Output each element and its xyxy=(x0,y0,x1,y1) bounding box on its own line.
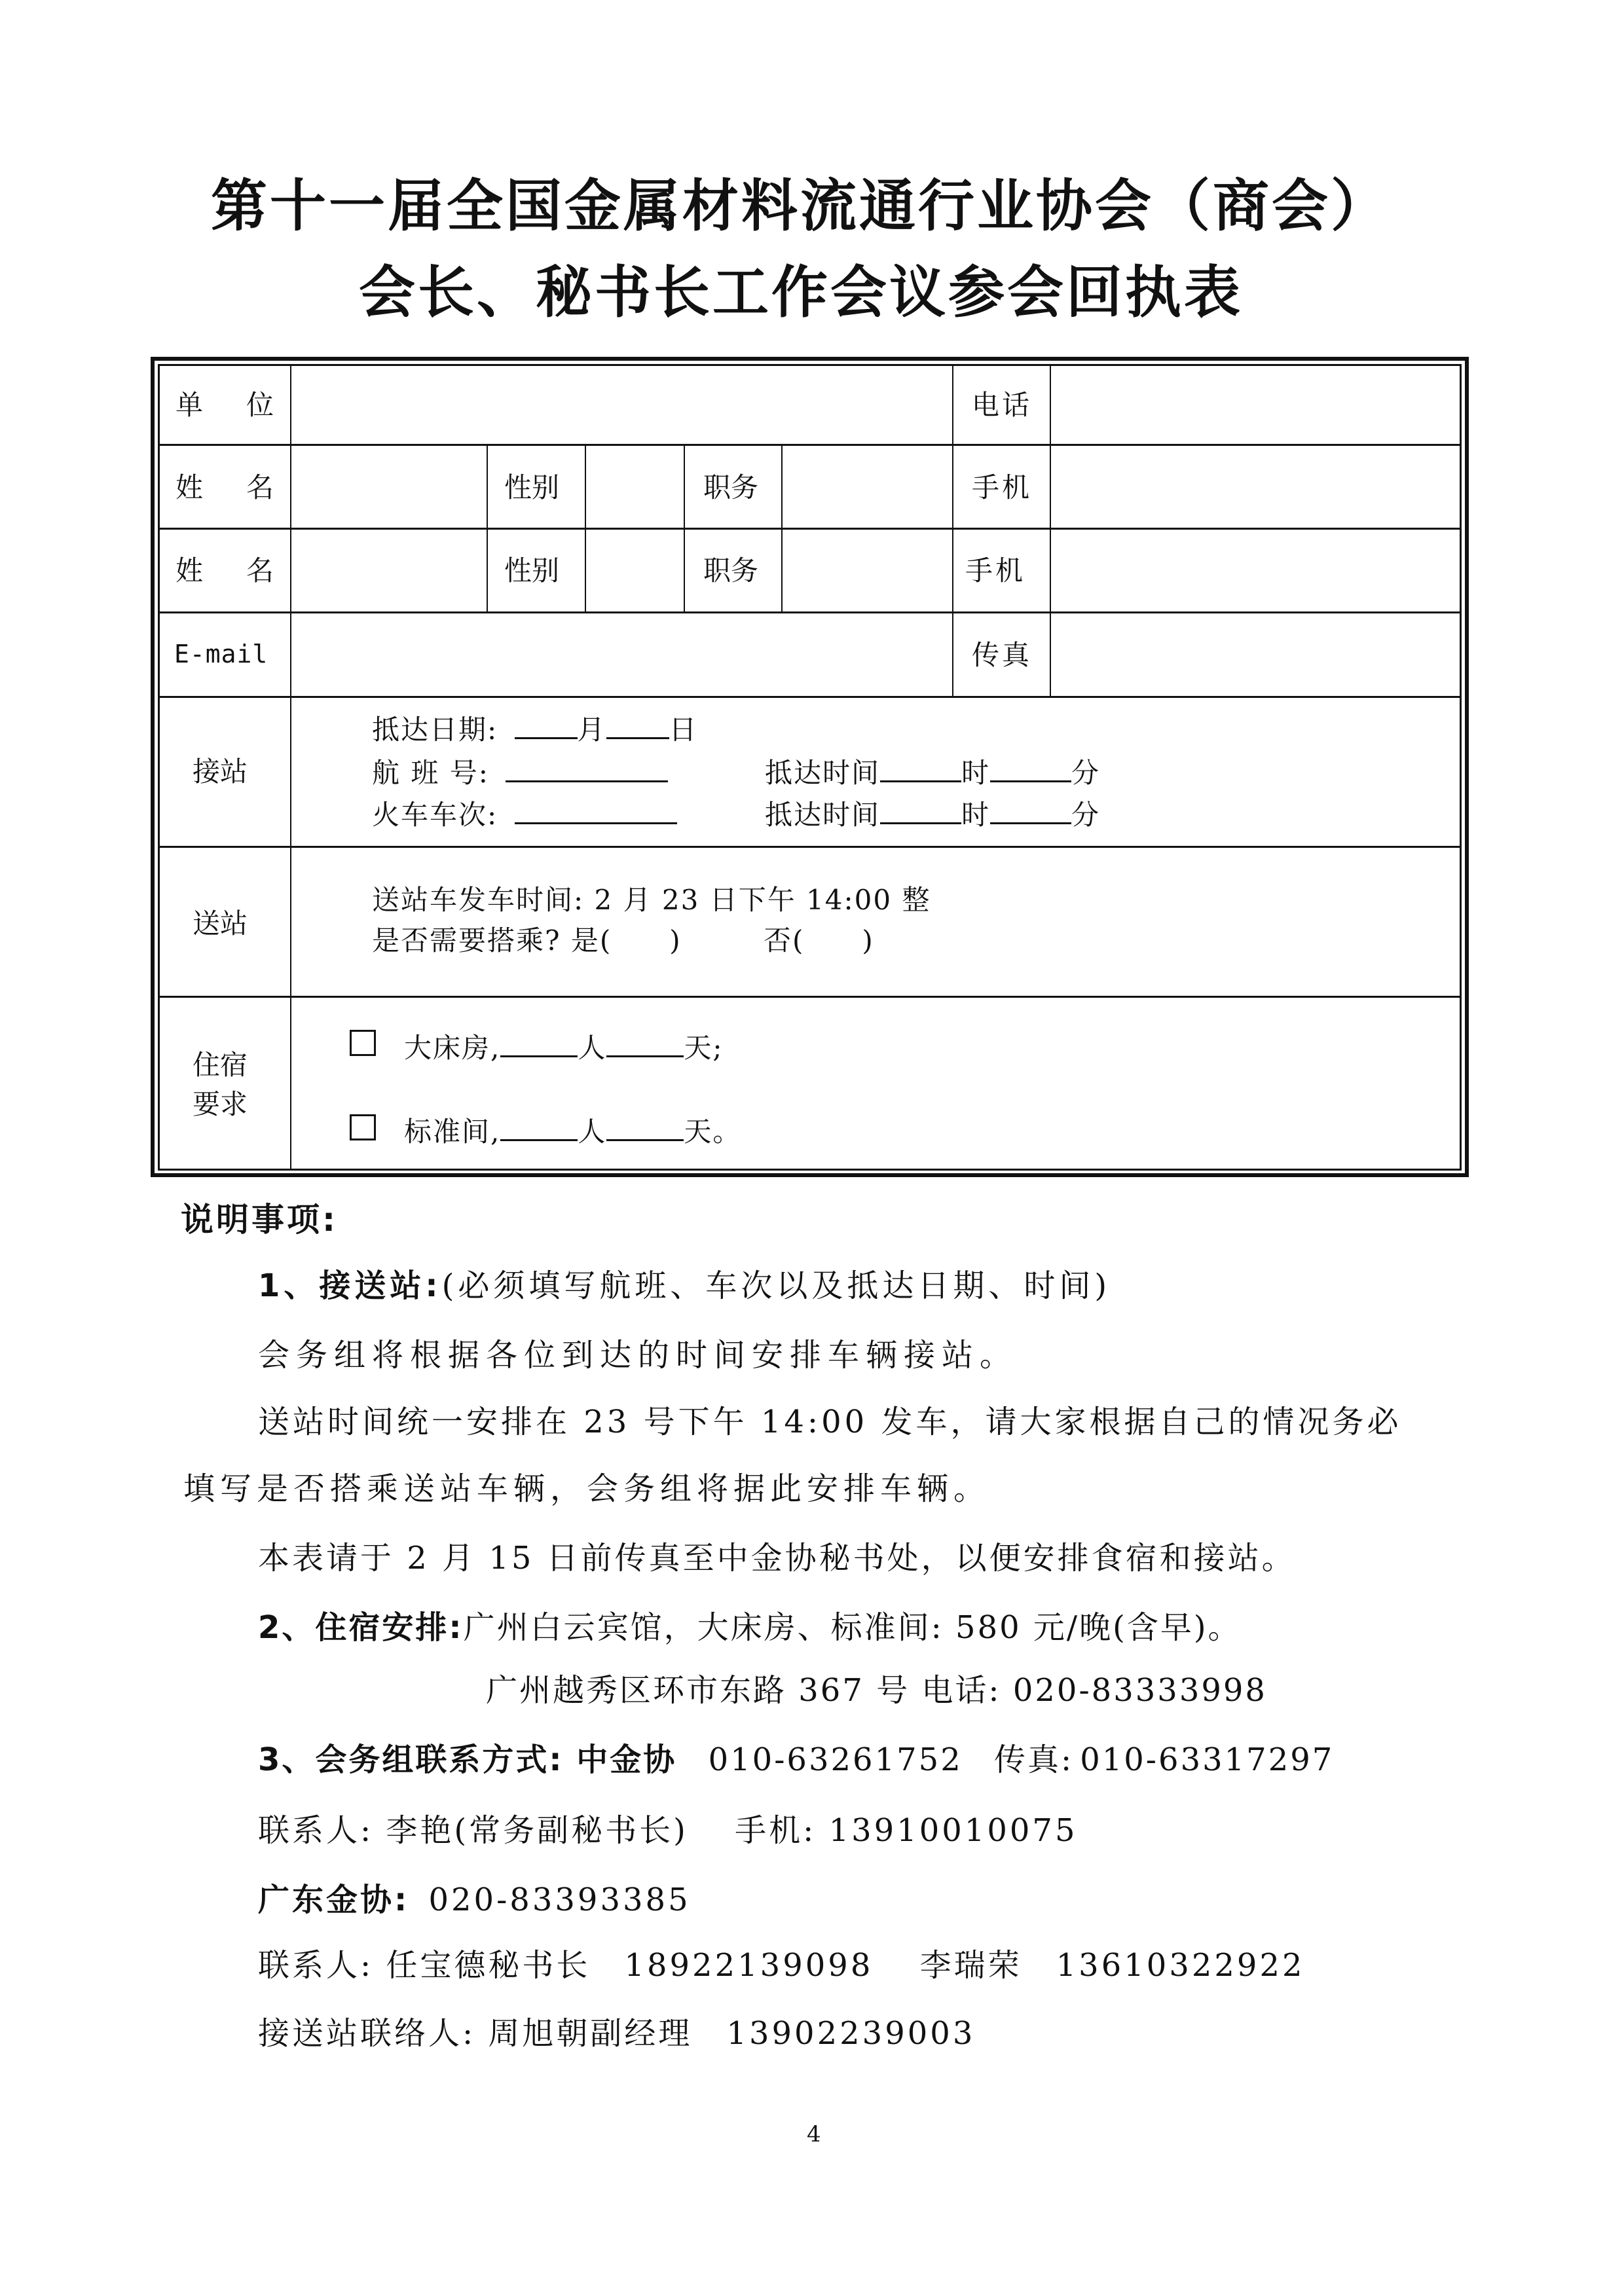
col-divider xyxy=(1050,364,1051,697)
king-room-days-field[interactable] xyxy=(606,1033,684,1057)
note-item1-p3: 本表请于 2 月 15 日前传真至中金协秘书处，以便安排食宿和接站。 xyxy=(258,1540,1296,1576)
phone-label: 电话 xyxy=(972,389,1033,421)
table-inner-border-left xyxy=(158,364,160,1171)
email-label: E-mail xyxy=(174,640,268,668)
standard-room-checkbox[interactable] xyxy=(350,1114,376,1140)
gd-association-row xyxy=(258,1884,691,1916)
mobile-field[interactable] xyxy=(1052,446,1459,527)
train-number-field[interactable] xyxy=(515,800,677,824)
persons-unit: 人 xyxy=(578,1032,607,1064)
col-divider xyxy=(781,445,783,613)
col-divider xyxy=(952,364,953,697)
note-item2-text: 广州白云宾馆，大床房、标准间: 580 元/晚(含早)。 xyxy=(463,1609,1242,1646)
col-divider xyxy=(684,445,685,613)
fax-field[interactable] xyxy=(1052,614,1459,695)
king-room-row xyxy=(404,1033,724,1062)
mobile-label: 手机 xyxy=(972,471,1033,503)
row-divider xyxy=(158,611,1462,613)
row-divider xyxy=(158,696,1462,698)
train-label: 火车车次: xyxy=(372,799,498,831)
king-room-label: 大床房, xyxy=(404,1032,501,1064)
table-outer-border-bottom xyxy=(151,1173,1469,1177)
form-title-line1: 第十一届全国金属材料流通行业协会（商会） xyxy=(211,173,1390,239)
flight-label: 航 班 号: xyxy=(372,757,489,789)
standard-room-label: 标准间, xyxy=(404,1116,501,1148)
position-field[interactable] xyxy=(783,530,951,611)
ride-no-option[interactable]: 否( ) xyxy=(764,924,874,957)
note-item1-p2b: 填写是否搭乘送站车辆，会务组将据此安排车辆。 xyxy=(183,1470,991,1507)
form-title-line2: 会长、秘书长工作会议参会回执表 xyxy=(359,259,1243,325)
arrival-time-label: 抵达时间 xyxy=(765,799,881,831)
name-label: 姓 名 xyxy=(175,555,282,587)
standard-room-days-field[interactable] xyxy=(606,1117,684,1141)
flight-number-field[interactable] xyxy=(506,758,668,782)
gd-association-phone: 020-83393385 xyxy=(428,1882,691,1918)
note-item1-title-row xyxy=(258,1267,1111,1304)
contact-transfer: 接送站联络人: 周旭朝副经理 13902239003 xyxy=(258,2015,976,2052)
row-divider xyxy=(158,528,1462,530)
phone-field[interactable] xyxy=(1052,367,1459,443)
train-arrival-time-row xyxy=(765,800,1100,829)
pickup-label: 接站 xyxy=(193,756,248,788)
name-label: 姓 名 xyxy=(175,471,282,503)
king-room-persons-field[interactable] xyxy=(500,1033,578,1057)
days-unit: 天; xyxy=(684,1032,724,1064)
ride-yes-option[interactable]: 是( ) xyxy=(570,924,682,957)
day-unit: 日 xyxy=(669,714,698,746)
gender-field[interactable] xyxy=(587,446,683,527)
col-divider xyxy=(585,445,586,613)
name-field[interactable] xyxy=(292,530,486,611)
table-outer-border-left xyxy=(151,357,155,1177)
row-divider xyxy=(158,846,1462,848)
notes-heading: 说明事项: xyxy=(181,1201,338,1239)
note-item3-title: 3、会务组联系方式: 中金协 xyxy=(258,1741,677,1778)
king-room-checkbox[interactable] xyxy=(350,1030,376,1056)
note-item2-row xyxy=(258,1609,1242,1646)
flight-hour-field[interactable] xyxy=(880,758,961,782)
train-minute-field[interactable] xyxy=(990,800,1071,824)
train-hour-field[interactable] xyxy=(880,800,961,824)
col-divider xyxy=(487,445,488,613)
note-item3-phone: 010-63261752 xyxy=(708,1741,963,1778)
mobile-field[interactable] xyxy=(1052,530,1459,611)
row-divider xyxy=(158,996,1462,998)
dropoff-ride-row xyxy=(372,924,874,957)
table-outer-border-top xyxy=(151,357,1469,361)
email-field[interactable] xyxy=(292,614,951,695)
page-number: 4 xyxy=(807,2121,821,2147)
gender-field[interactable] xyxy=(587,530,683,611)
arrival-month-field[interactable] xyxy=(515,715,578,739)
note-item1-title: 1、接送站: xyxy=(258,1267,442,1304)
position-label: 职务 xyxy=(703,471,759,503)
position-field[interactable] xyxy=(783,446,951,527)
table-inner-border-top xyxy=(158,364,1462,366)
contact-primary: 联系人: 李艳(常务副秘书长) 手机: 13910010075 xyxy=(258,1812,1078,1849)
mobile-label: 手机 xyxy=(965,555,1026,587)
gender-label: 性别 xyxy=(504,471,560,503)
arrival-time-label: 抵达时间 xyxy=(765,757,881,789)
minute-unit: 分 xyxy=(1071,757,1101,789)
lodging-label-line1: 住宿 xyxy=(193,1049,248,1081)
persons-unit: 人 xyxy=(578,1116,607,1148)
dropoff-label: 送站 xyxy=(193,907,248,939)
table-inner-border-right xyxy=(1460,364,1462,1171)
note-item3-row xyxy=(258,1741,1335,1778)
flight-row xyxy=(372,758,668,787)
lodging-label-line2: 要求 xyxy=(193,1088,248,1120)
gd-association-label: 广东金协: xyxy=(258,1882,410,1918)
unit-label: 单 位 xyxy=(175,389,282,421)
days-unit: 天。 xyxy=(684,1116,742,1148)
note-item2-address: 广州越秀区环市东路 367 号 电话: 020-83333998 xyxy=(486,1672,1267,1709)
flight-arrival-time-row xyxy=(765,758,1100,787)
table-inner-border-bottom xyxy=(158,1169,1462,1171)
month-unit: 月 xyxy=(577,714,606,746)
gender-label: 性别 xyxy=(504,555,560,587)
note-item3-fax-label: 传真: xyxy=(994,1741,1074,1778)
ride-question: 是否需要搭乘? xyxy=(372,924,561,957)
note-item1-paren: (必须填写航班、车次以及抵达日期、时间) xyxy=(441,1267,1111,1304)
table-outer-border-right xyxy=(1465,357,1469,1177)
dropoff-departure-text: 送站车发车时间: 2 月 23 日下午 14:00 整 xyxy=(372,884,931,916)
note-item1-p2a: 送站时间统一安排在 23 号下午 14:00 发车，请大家根据自己的情况务必 xyxy=(258,1404,1402,1440)
flight-minute-field[interactable] xyxy=(990,758,1071,782)
note-item1-p1: 会务组将根据各位到达的时间安排车辆接站。 xyxy=(258,1337,1018,1374)
unit-field[interactable] xyxy=(292,367,951,443)
train-row xyxy=(372,800,677,829)
name-field[interactable] xyxy=(292,446,486,527)
contact-gd: 联系人: 任宝德秘书长 18922139098 李瑞荣 13610322922 xyxy=(258,1947,1305,1984)
note-item2-title: 2、住宿安排: xyxy=(258,1609,464,1646)
arrival-day-field[interactable] xyxy=(606,715,669,739)
col-divider xyxy=(290,364,291,1171)
hour-unit: 时 xyxy=(961,799,991,831)
row-divider xyxy=(158,444,1462,446)
position-label: 职务 xyxy=(703,555,759,587)
minute-unit: 分 xyxy=(1071,799,1101,831)
note-item3-fax: 010-63317297 xyxy=(1080,1741,1335,1778)
hour-unit: 时 xyxy=(961,757,991,789)
standard-room-persons-field[interactable] xyxy=(500,1117,578,1141)
arrival-date-label: 抵达日期: xyxy=(372,714,498,746)
arrival-date-row xyxy=(372,715,698,744)
fax-label: 传真 xyxy=(972,639,1033,671)
standard-room-row xyxy=(404,1117,741,1146)
